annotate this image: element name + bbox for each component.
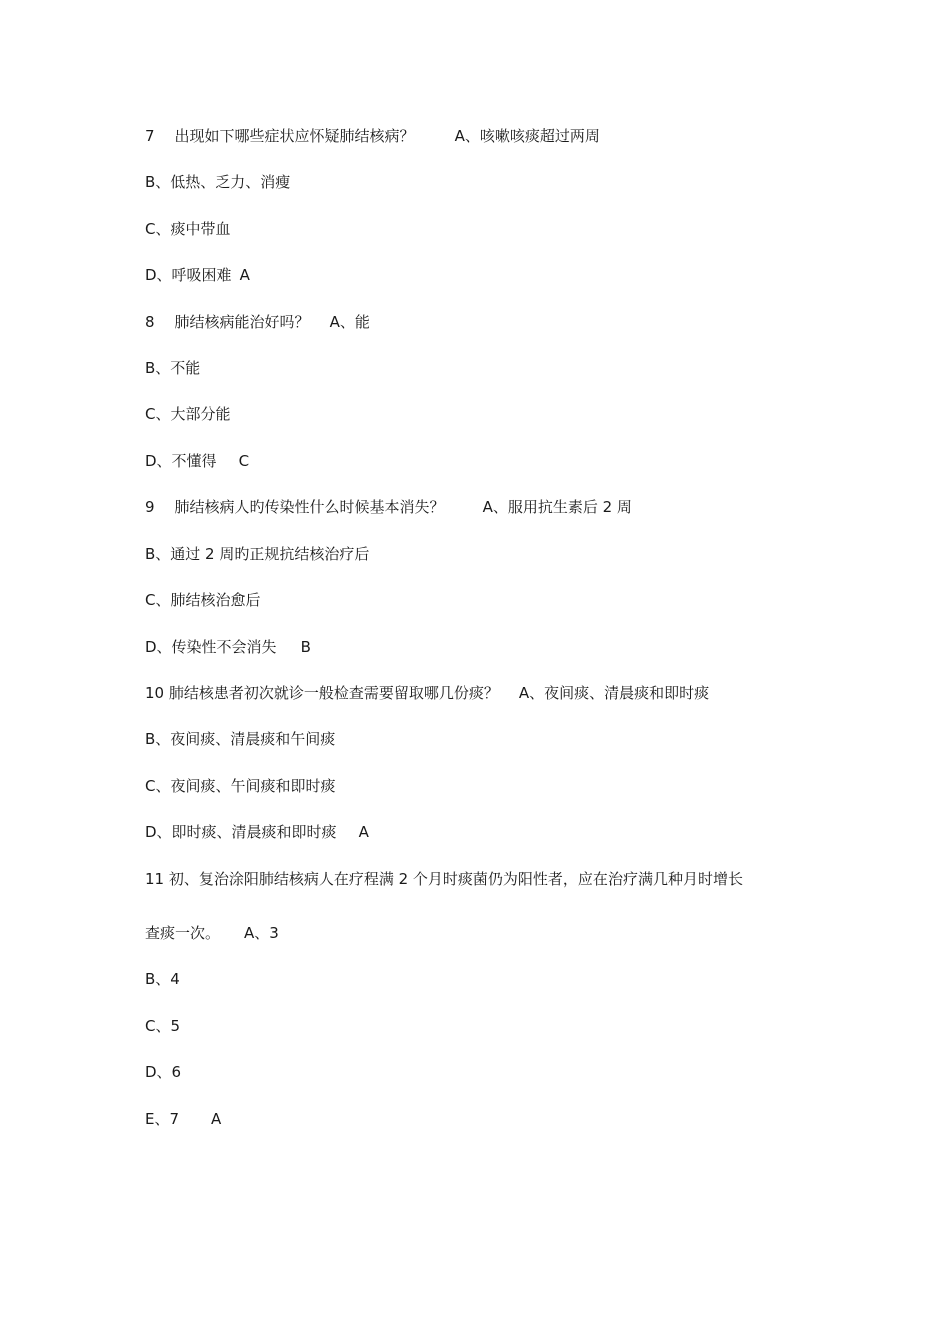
option-a: A、夜间痰、清晨痰和即时痰 [518,684,710,702]
question-text: 11 初、复治涂阳肺结核病人在疗程满 2 个月时痰菌仍为阳性者，应在治疗满几种月时增长 [145,870,743,888]
question-9-line [145,497,632,517]
option-c: C、痰中带血 [145,220,231,238]
answer: A [239,266,250,284]
answer: A [211,1110,222,1128]
option-line [145,729,335,749]
option-line [145,451,249,471]
question-text: 肺结核病人旳传染性什么时候基本消失？ [174,498,445,516]
option-b: B、4 [145,970,180,988]
option-e: E、7 [145,1110,180,1128]
question-number: 7 [145,127,155,145]
option-line [145,822,369,842]
option-line [145,776,335,796]
question-10-line [145,683,709,703]
option-d: D、6 [145,1063,182,1081]
answer: A [358,823,369,841]
option-d: D、传染性不会消失 [145,638,277,656]
option-a: A、服用抗生素后 2 周 [482,498,632,516]
option-line [145,590,260,610]
option-line [145,172,290,192]
option-line [145,265,250,285]
question-text: 肺结核病能治好吗？ [174,313,310,331]
option-line [145,404,230,424]
option-line [145,358,200,378]
question-text: 出现如下哪些症状应怀疑肺结核病？ [174,127,415,145]
option-line [145,1109,221,1129]
option-line [145,969,180,989]
question-text-continued: 查痰一次。 [145,924,221,942]
question-7-line [145,126,600,146]
option-line [145,1062,181,1082]
question-11-line [145,869,743,889]
option-d: D、不懂得 [145,452,217,470]
answer: B [300,638,311,656]
option-line [145,637,311,657]
option-c: C、大部分能 [145,405,231,423]
question-number: 9 [145,498,155,516]
option-d: D、呼吸困难 [145,266,232,284]
question-11-continuation [145,923,279,943]
option-b: B、不能 [145,359,201,377]
question-text: 10 肺结核患者初次就诊一般检查需要留取哪几份痰？ [145,684,499,702]
question-number: 8 [145,313,155,331]
option-a: A、3 [244,924,279,942]
option-c: C、5 [145,1017,181,1035]
option-b: B、低热、乏力、消瘦 [145,173,291,191]
option-b: B、通过 2 周旳正规抗结核治疗后 [145,545,370,563]
option-b: B、夜间痰、清晨痰和午间痰 [145,730,336,748]
option-line [145,544,369,564]
option-c: C、肺结核治愈后 [145,591,261,609]
option-line [145,1016,180,1036]
option-c: C、夜间痰、午间痰和即时痰 [145,777,336,795]
option-a: A、能 [329,313,370,331]
option-line [145,219,230,239]
option-d: D、即时痰、清晨痰和即时痰 [145,823,337,841]
question-8-line [145,312,370,332]
answer: C [238,452,250,470]
option-a: A、咳嗽咳痰超过两周 [454,127,600,145]
